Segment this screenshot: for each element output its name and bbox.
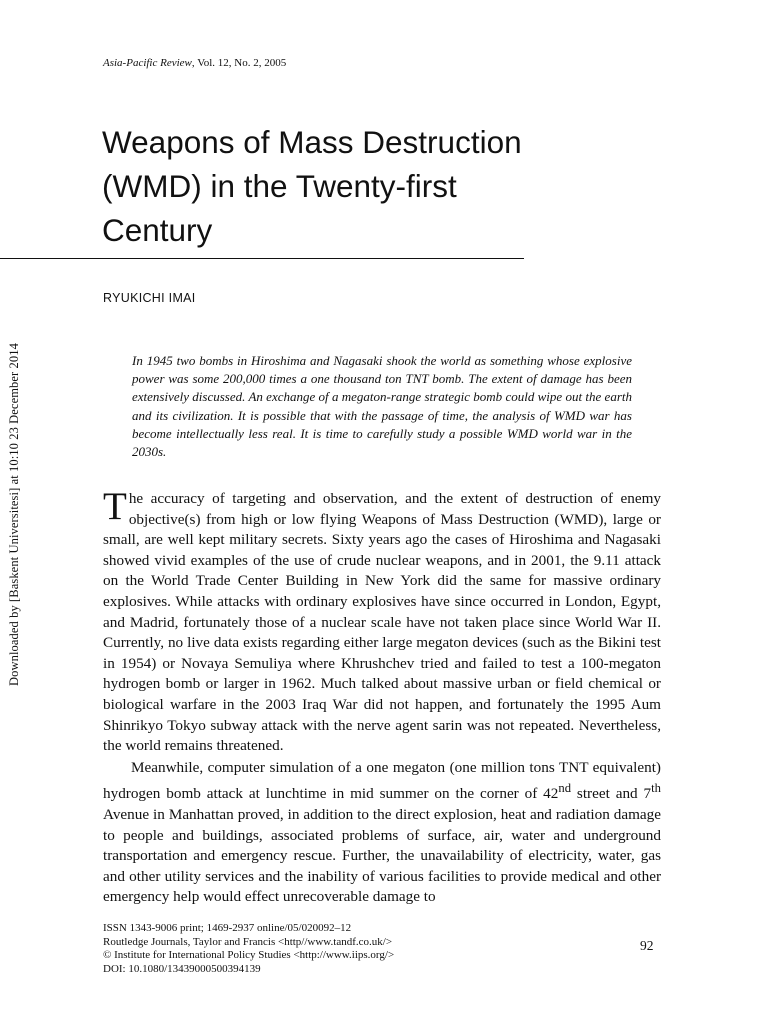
download-watermark: Downloaded by [Baskent Universitesi] at 10:10 23 December 2014 bbox=[7, 343, 21, 686]
drop-cap: T bbox=[103, 485, 127, 528]
footer-doi: DOI: 10.1080/13439000500394139 bbox=[103, 963, 261, 976]
article-author: RYUKICHI IMAI bbox=[103, 291, 196, 305]
body-paragraph-2-text-b: street and 7 bbox=[571, 785, 652, 803]
page-number: 92 bbox=[640, 938, 654, 953]
journal-citation bbox=[103, 57, 286, 69]
body-paragraph-1 bbox=[103, 485, 661, 757]
body-paragraph-2-text-a: Meanwhile, computer simulation of a one megaton (one million tons TNT equivalent) hydrogen bomb attack at lunchtime in mid summer on the corner of 42 bbox=[103, 758, 661, 803]
body-paragraph-2-text-c: Avenue in Manhattan proved, in addition to the direct explosion, heat and radiation damage to people and buildings, associated problems of surface, air, water and underground transportation and emergency rescue. Further, the unavailability of electricity, water, gas and other utility services and the inability of various facilities to provide medical and other emergency help would effect unrecoverable damage to bbox=[103, 805, 661, 906]
footer-publisher: Routledge Journals, Taylor and Francis <http//www.tandf.co.uk/> bbox=[103, 935, 393, 948]
journal-name: Asia-Pacific Review bbox=[103, 57, 192, 69]
body-paragraph-1-text: he accuracy of targeting and observation, and the extent of destruction of enemy objective(s) from high or low flying Weapons of Mass Destruction (WMD), large or small, are well kept military secrets. Sixty years ago the cases of Hiroshima and Nagasaki showed vivid examples of the use of crude nuclear weapons, and in 2001, the 9.11 attack on the World Trade Center Building in New York did the same for massive ordinary explosives. While attacks with ordinary explosives have since occurred in London, Egypt, and Madrid, fortunately those of a nuclear scale have not taken place since World War II. Currently, no live data exists regarding either large megaton devices (such as the Bikini test in 1954) or Novaya Semuliya where Khrushchev tried and failed to test a 100-megaton hydrogen bomb or larger in 1962. Much talked about massive urban or field chemical or biological warfare in the 2003 Iraq War did not happen, and fortunately the 1995 Aum Shinrikyo Tokyo subway attack with the nerve agent sarin was not repeated. Nevertheless, the world remains threatened. bbox=[103, 490, 661, 755]
title-divider bbox=[0, 258, 524, 259]
article-abstract: In 1945 two bombs in Hiroshima and Nagasaki shook the world as something whose explosive power was some 200,000 times a one thousand ton TNT bomb. The extent of damage has been extensively discussed. An exchange of a megaton-range strategic bomb could wipe out the earth and its civilization. It is possible that with the passage of time, the analysis of WMD war has become intellectually less real. It is time to carefully study a possible WMD world war in the 2030s. bbox=[132, 353, 632, 460]
footer-issn: ISSN 1343-9006 print; 1469-2937 online/05/020092–12 bbox=[103, 922, 352, 934]
journal-volume: , Vol. 12, No. 2, 2005 bbox=[191, 57, 287, 69]
body-paragraph-2 bbox=[103, 758, 661, 908]
footer-copyright: © Institute for International Policy Studies <http://www.iips.org/> bbox=[103, 949, 395, 962]
superscript-nd: nd bbox=[558, 781, 572, 796]
article-title: Weapons of Mass Destruction (WMD) in the Twenty-first Century bbox=[102, 124, 522, 248]
superscript-th: th bbox=[651, 781, 661, 796]
article-body bbox=[103, 485, 661, 908]
article-footer bbox=[103, 922, 394, 977]
